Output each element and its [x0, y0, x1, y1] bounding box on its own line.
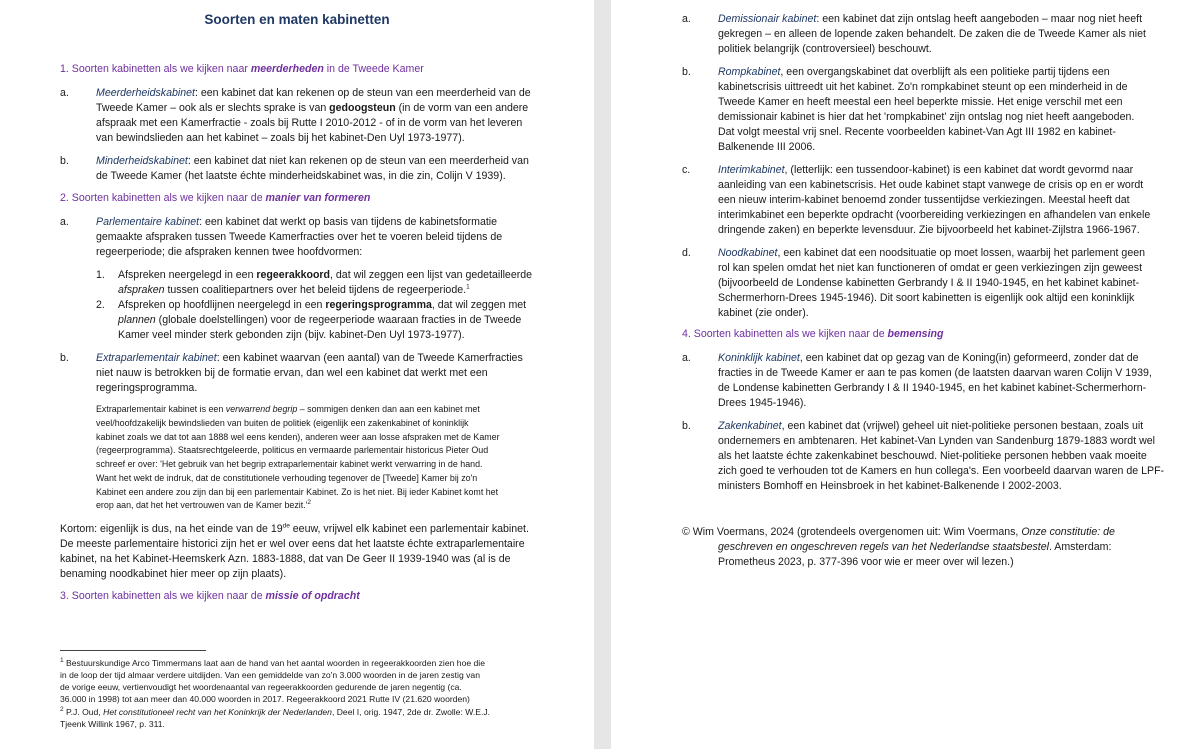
meerderheidskabinet-line: Meerderheidskabinet: een kabinet dat kan rekenen op de steun van een meerderheid van de — [96, 87, 531, 99]
text-line: van bewindslieden aan het kabinet – zoals bij het kabinet-Den Uyl 1973-1977). — [96, 132, 465, 144]
term: Koninklijk kabinet — [718, 352, 800, 364]
list-number: 2. — [96, 299, 105, 311]
text-line: zich goed te verhouden tot de Kamers en hun collega's. Een voorbeeld daarvan waren de LPF- — [718, 465, 1165, 477]
item-label: a. — [682, 352, 691, 364]
left-page — [0, 0, 594, 749]
noodkabinet-line: Noodkabinet, een kabinet dat een noodsituatie op moet lossen, waarbij het parlement geen — [718, 247, 1145, 259]
right-page — [611, 0, 1200, 749]
item-label: b. — [682, 66, 691, 78]
item-label: a. — [682, 13, 691, 25]
item-label: d. — [682, 247, 691, 259]
text-line: aanleiding van een kabinetscrisis. Het oude kabinet stapt vanwege de crisis op en er wordt — [718, 179, 1144, 191]
text-line: gekregen – en alleen de lopende zaken behandelt. De zaken die de Tweede Kamer als niet — [718, 28, 1146, 40]
text-line: interimkabinet een beperkte opdracht (voorbereiding verkiezingen en afhandelen van enkele — [718, 209, 1151, 221]
footnote-2: $^2$ P.J. Oud, Het constitutioneel recht van het Koninkrijk der Nederlanden, Deel I, orig. 1947, 2de dr. Zwolle: W.E.J. — [60, 706, 491, 717]
text-line: rol kan spelen omdat het niet kan functioneren of omdat er geen verkiezingen zijn geweest — [718, 262, 1143, 274]
document-title: Soorten en maten kabinetten — [204, 12, 390, 27]
text-line: Tjeenk Willink 1967, p. 311. — [60, 719, 165, 729]
text-line: dringende zaken) en beperkte levensduur. Zie bijvoorbeeld het kabinet-Zijlstra 1966-1967. — [718, 224, 1140, 236]
text-line: in de loop der tijd almaar verdere uitdijden. Van een gemiddelde van zo'n 3.000 woorden in de jaren zestig van — [60, 670, 480, 680]
term: Extraparlementair kabinet — [96, 352, 217, 364]
text-line: kabinetscrisis uittreedt uit het kabinet. Zo'n rompkabinet steunt op een minderheid in de — [718, 81, 1128, 93]
term: Meerderheidskabinet — [96, 87, 195, 99]
note-line: (regeerprogramma). Staatsrechtgeleerde, politicus en vermaarde parlementair historicus Pieter Oud — [96, 445, 489, 455]
footnote-ref: 2 — [307, 499, 311, 507]
text-line: geschreven en ongeschreven regels van het Nederlandse staatsbestel. Amsterdam: — [718, 541, 1112, 553]
text-line: niet nauw is betrokken bij de formatie ervan, dan wel een kabinet dat werkt met een — [96, 367, 488, 379]
text-line: kabinet (zie onder). — [718, 307, 809, 319]
text-line: gemaakte afspraken tussen Tweede Kamerfracties over het te voeren beleid tijdens de — [96, 231, 503, 243]
text-line: de Londense kabinetten Gerbrandy I & II 1940-1945, en het kabinet kabinet-Schermerhorn- — [718, 382, 1147, 394]
text-line: Dat volgt meestal vrij snel. Recente voorbeelden kabinet-Van Agt III 1982 en kabinet- — [718, 126, 1116, 138]
item-label: c. — [682, 164, 691, 176]
note-line: Kabinet een andere zou zijn dan bij een parlementair Kabinet. Zo is het niet. Bij ieder Kabinet komt het — [96, 487, 499, 497]
text-line: afspraak met een Kamerfractie - zoals bij Rutte I 2010-2012 - of in de vorm van het leveren — [96, 117, 523, 129]
item-label: b. — [60, 155, 69, 167]
page-gap — [594, 0, 611, 749]
item-label: a. — [60, 216, 69, 228]
section-1-heading: 1. Soorten kabinetten als we kijken naar meerderheden in de Tweede Kamer — [60, 63, 424, 75]
footnote-1: $^1$ Bestuurskundige Arco Timmermans laat aan de hand van het aantal woorden in regeerakkoorden zien hoe die — [60, 657, 485, 668]
koninklijk-kabinet-line: Koninklijk kabinet, een kabinet dat op gezag van de Koning(in) geformeerd, zonder dat de — [718, 352, 1139, 364]
term: Rompkabinet — [718, 66, 781, 78]
text-line: Prometheus 2023, p. 377-396 voor wie er meer over wil lezen.) — [718, 556, 1014, 568]
text-line: Balkenende III 2006. — [718, 141, 816, 153]
text-line: 36.000 in 1998) tot aan meer dan 40.000 woorden in 2017. Regeerakkoord 2021 Rutte IV (21.620 woorden) — [60, 694, 470, 704]
item-label: a. — [60, 87, 69, 99]
interimkabinet-line: Interimkabinet, (letterlijk: een tussendoor-kabinet) is een kabinet dat wordt gevormd naar — [718, 164, 1134, 176]
text-line: regeringsprogramma. — [96, 382, 198, 394]
term: Minderheidskabinet — [96, 155, 188, 167]
note-line: Extraparlementair kabinet is een verwarrend begrip – sommigen denken dan aan een kabinet met — [96, 404, 480, 414]
text-line: Tweede Kamer – ook als er slechts sprake is van gedoogsteun (in de vorm van een andere — [96, 102, 529, 114]
section-4-heading: 4. Soorten kabinetten als we kijken naar de bemensing — [682, 328, 944, 340]
note-line: Want het wekt de indruk, dat de constitutionele verhouding tegenover de [Tweede] Kamer bij zo'n — [96, 473, 478, 483]
term: Zakenkabinet — [718, 420, 782, 432]
text-line: fracties in de Tweede Kamer er aan te pas komen (de laatsten daarvan waren Colijn V 1939, — [718, 367, 1152, 379]
text-line: De meeste parlementaire historici zijn het er wel over eens dat het laatste échte extraparlementaire — [60, 538, 525, 550]
text-line: Tweede Kamer en heeft meestal een heel beperkte missie. Het enige verschil met een — [718, 96, 1123, 108]
text-line: ondernemers en ambtenaren. Het kabinet-Van Lynden van Sandenburg 1879-1883 wordt wel — [718, 435, 1155, 447]
term: Noodkabinet — [718, 247, 778, 259]
parlementaire-kabinet-line: Parlementaire kabinet: een kabinet dat werkt op basis van tijdens de kabinetsformatie — [96, 216, 498, 228]
text-line: plannen (globale doelstellingen) voor de regeerperiode waaraan fracties in de Tweede — [118, 314, 522, 326]
demissionair-kabinet-line: Demissionair kabinet: een kabinet dat zijn ontslag heeft aangeboden – maar nog niet heeft — [718, 13, 1143, 25]
kortom-line: Kortom: eigenlijk is dus, na het einde van de 19de eeuw, vrijwel elk kabinet een parlementair kabinet. — [60, 522, 529, 535]
note-line: erop aan, dat het het vertrouwen van de Kamer $bezit.'^2$ — [96, 499, 311, 510]
list-number: 1. — [96, 269, 105, 281]
text-line: Schermerhorn-Drees 1945-1946). Dit soort kabinetten is eigenlijk ook altijd een koninklijk — [718, 292, 1135, 304]
minderheidskabinet-line: Minderheidskabinet: een kabinet dat niet kan rekenen op de steun van een meerderheid van — [96, 155, 529, 167]
text-line: een nieuw interim-kabinet benoemd zonder tussentijdse verkiezingen. Meestal heeft dat — [718, 194, 1130, 206]
text-line: de vorige eeuw, vertienvoudigt het woordenaantal van regeerakkoorden gedurende de jaren negentig (ca. — [60, 682, 462, 692]
note-line: veel/hoofdzakelijk bewindslieden van buiten de politiek (eigenlijk een zakenkabinet of koninklijk — [96, 418, 469, 428]
footnote-ref: 1 — [466, 283, 470, 291]
section-3-heading: 3. Soorten kabinetten als we kijken naar de missie of opdracht — [60, 590, 360, 602]
text-line: benaming noodkabinet hier meer op zijn plaats). — [60, 568, 287, 580]
zakenkabinet-line: Zakenkabinet, een kabinet dat (vrijwel) geheel uit niet-politieke personen bestaan, zoals uit — [718, 420, 1144, 432]
copyright-line: © Wim Voermans, 2024 (grotendeels overgenomen uit: Wim Voermans, Onze constitutie: de — [682, 526, 1115, 538]
list-item: Afspreken op hoofdlijnen neergelegd in een regeringsprogramma, dat wil zeggen met — [118, 299, 527, 311]
item-label: b. — [682, 420, 691, 432]
text-line: de Tweede Kamer (het laatste échte minderheidskabinet was, in die zin, Colijn V 1939). — [96, 170, 506, 182]
footnote-separator — [60, 650, 206, 651]
rompkabinet-line: Rompkabinet, een overgangskabinet dat overblijft als een politieke partij tijdens een — [718, 66, 1110, 78]
text-line: kabinet, na het Kabinet-Heemskerk Azn. 1883-1888, dat van De Geer II 1939-1940 was (al is de — [60, 553, 511, 565]
note-line: kabinet zoals we dat tot aan 1888 wel eens kenden), anderen weer aan losse afspraken met de Kamer — [96, 432, 500, 442]
term: Parlementaire kabinet — [96, 216, 200, 228]
term: Demissionair kabinet — [718, 13, 817, 25]
list-item: Afspreken neergelegd in een regeerakkoord, dat wil zeggen een lijst van gedetailleerde — [118, 269, 533, 281]
term: Interimkabinet — [718, 164, 785, 176]
note-line: schreef er over: 'Het gebruik van het begrip extraparlementair kabinet werkt verwarring in de hand. — [96, 459, 483, 469]
text-line: Kamer veel minder sterk gebonden zijn (bijv. kabinet-Den Uyl 1973-1977). — [118, 329, 465, 341]
text-line: Drees 1945-1946). — [718, 397, 807, 409]
text-line: politiek belangrijk (controversieel) beschouwt. — [718, 43, 932, 55]
text-line: ministers Bomhoff en Heinsbroek in het kabinet-Balkenende I 2002-2003. — [718, 480, 1062, 492]
item-label: b. — [60, 352, 69, 364]
section-2-heading: 2. Soorten kabinetten als we kijken naar de manier van formeren — [60, 192, 371, 204]
text-line: regeerperiode; die afspraken kennen twee hoofdvormen: — [96, 246, 363, 258]
text-line: als het laatste échte zakenkabinet beschouwd. Niet-politieke personen hebben vaak moeite — [718, 450, 1147, 462]
text-line: afspraken tussen coalitiepartners over het beleid tijdens de regeerperiode.$^1$ — [118, 283, 470, 296]
text-line: demissionair kabinet is hier dat het 'rompkabinet' zijn ontslag nog niet heeft aangeboden. — [718, 111, 1135, 123]
extraparlementair-kabinet-line: Extraparlementair kabinet: een kabinet waarvan (een aantal) van de Tweede Kamerfracties — [96, 352, 523, 364]
text-line: (bijvoorbeeld de Londense kabinetten Gerbrandy I & II 1940-1945, en het kabinet kabinet- — [718, 277, 1140, 289]
